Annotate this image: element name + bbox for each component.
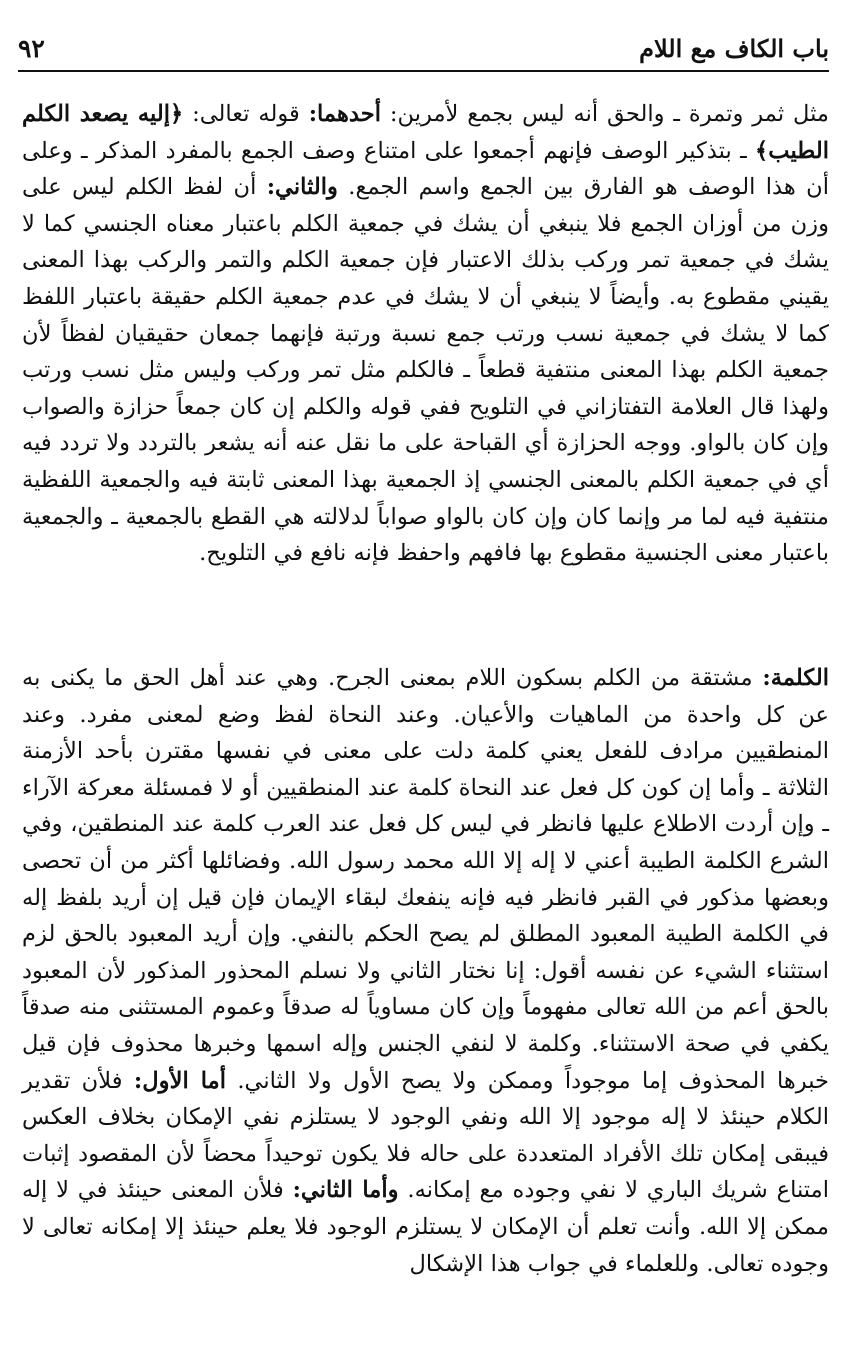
paragraph-kalim-plurality	[22, 96, 829, 572]
page-header	[18, 20, 829, 72]
text-run: قوله تعالى:	[192, 101, 300, 127]
text-run: أن لفظ الكلم ليس على وزن من أوزان الجمع فلا ينبغي أن يشك في جمعية الكلم باعتبار معناه الجنسي كما لا يشك في جمعية تمر وركب بذلك الاعتبار فإن جمعية الكلم والتمر والركب بهذا المعنى يقيني مقطوع به. وأيضاً لا ينبغي أن لا يشك في عدم جمعية الكلم حقيقة باعتبار اللفظ كما لا يشك في جمعية نسب ورتب جمع نسبة ورتبة فإنهما جمعان حقيقيان لفظاً لأن جمعية الكلم بهذا المعنى منتفية قطعاً ـ فالكلم مثل تمر وركب وليس مثل نسب ورتب ولهذا قال العلامة التفتازاني في التلويح ففي قوله والكلم إن كان جمعاً حزازة والصواب وإن كان بالواو. ووجه الحزازة أي القباحة على ما نقل عنه أنه يشعر بالتردد ولا تردد فيه أي في جمعية الكلم بالمعنى الجنسي إذ الجمعية بهذا المعنى ثابتة فيه والجمعية اللفظية منتفية فيه لما مر وإنما كان وإن كان بالواو صواباً لدلالته هي القطع بالجمعية ـ والجمعية باعتبار معنى الجنسية مقطوع بها فافهم واحفظ فإنه نافع في التلويح.	[22, 174, 829, 567]
text-run: فلأن تقدير الكلام حينئذ لا إله موجود إلا الله ونفي الوجود لا يستلزم نفي الإمكان بخلاف العكس فيبقى إمكان تلك الأفراد المتعددة على حاله فلا يكون توحيداً محضاً لأن المقصود إثبات امتناع شريك الباري لا نفي وجوده مع إمكانه.	[22, 1067, 829, 1204]
text-run: مشتقة من الكلم بسكون اللام بمعنى الجرح. وهي عند أهل الحق ما يكنى به عن كل واحدة من الماهيات والأعيان. وعند النحاة لفظ وضع لمعنى مفرد. وعند المنطقيين مرادف للفعل يعني كلمة دلت على معنى في نفسها مقترن بأحد الأزمنة الثلاثة ـ وأما إن كون كل فعل عند النحاة كلمة عند المنطقيين أو لا فمسئلة معركة الآراء ـ وإن أردت الاطلاع عليها فانظر في ليس كل فعل عند العرب كلمة عند المنطقين، وفي الشرع الكلمة الطيبة أعني لا إله إلا الله محمد رسول الله. وفضائلها أكثر من أن تحصى وبعضها مذكور في القبر فانظر فيه فإنه ينفعك لبقاء الإيمان فإن قيل إن أريد بلفظ إله في الكلمة الطيبة المعبود المطلق لم يصح الحكم بالنفي. وإن أريد المعبود بالحق لزم استثناء الشيء عن نفسه أقول: إنا نختار الثاني ولا نسلم المحذور المذكور لأن المعبود بالحق أعم من الله تعالى مفهوماً وإن كان مساوياً له صدقاً وعموم المستثنى منه صدقاً يكفي في صحة الاستثناء. وكلمة لا لنفي الجنس وإله اسمها وخبرها محذوف فإن قيل خبرها المحذوف إما موجوداً وممكن ولا يصح الأول ولا الثاني.	[22, 665, 829, 1094]
text-run: ـ بتذكير الوصف فإنهم أجمعوا على امتناع وصف الجمع بالمفرد المذكر ـ وعلى أن هذا الوصف هو الفارق بين الجمع واسم الجمع.	[22, 137, 830, 201]
chapter-title: باب الكاف مع اللام	[639, 34, 829, 63]
text-run: مثل ثمر وتمرة ـ والحق أنه ليس بجمع لأمرين:	[389, 101, 830, 127]
bold-term-second: والثاني:	[266, 174, 338, 201]
entry-al-kalima	[22, 660, 829, 1282]
entry-headword: الكلمة:	[762, 665, 829, 691]
page-number: ٩٢	[18, 34, 45, 63]
text-run: فلأن المعنى حينئذ في لا إله ممكن إلا الله. وأنت تعلم أن الإمكان لا يستلزم الوجود فلا يعلم حينئذ إلا إمكانه تعالى لا وجوده تعالى. وللعلماء في جواب هذا الإشكال	[22, 1177, 829, 1277]
quran-verse: ﴿إليه يصعد الكلم الطيب﴾	[22, 101, 829, 164]
bold-term-first: أحدهما:	[308, 101, 382, 127]
bold-term-second: وأما الثاني:	[292, 1177, 399, 1204]
bold-term-first: أما الأول:	[133, 1067, 227, 1094]
